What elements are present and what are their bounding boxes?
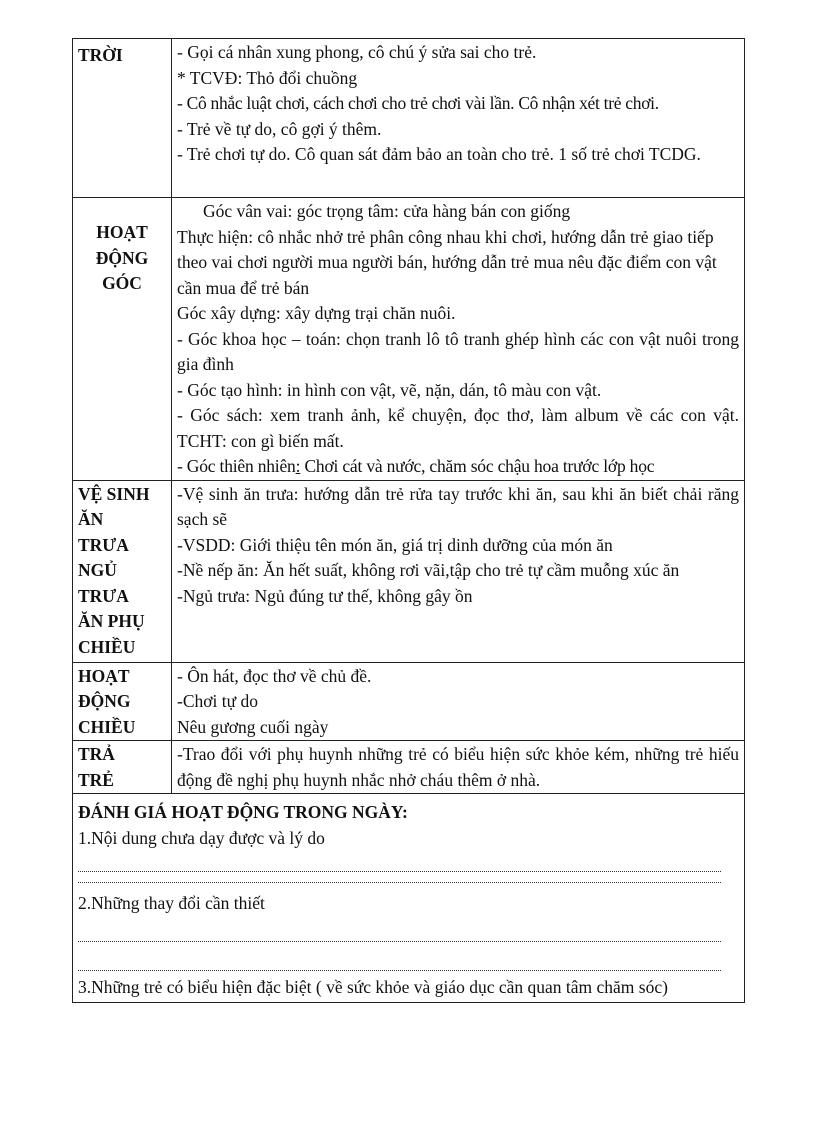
row-evaluation	[73, 794, 745, 1003]
label-line: NGỦ	[78, 560, 117, 580]
label-line: VỆ SINH	[78, 483, 150, 504]
text-line: -Chơi tự do	[177, 691, 258, 711]
text-line: - Góc khoa học – toán: chọn tranh lô tô tranh ghép hình các con vật nuôi trong gia đình	[177, 328, 739, 374]
content-troi	[172, 39, 745, 198]
evaluation-question-2: 2.Những thay đổi cần thiết	[78, 893, 265, 913]
dotted-answer-line	[78, 946, 721, 971]
row-hoat-dong-goc	[73, 198, 745, 481]
row-tra-tre	[73, 741, 745, 794]
underlined-colon: :	[295, 456, 301, 476]
label-hoat-dong-chieu	[73, 662, 172, 741]
label-line: ĂN PHỤ	[78, 611, 145, 631]
text-line: - Gọi cá nhân xung phong, cô chú ý sửa sai cho trẻ.	[177, 42, 537, 62]
text-line: -Vệ sinh ăn trưa: hướng dẫn trẻ rửa tay trước khi ăn, sau khi ăn biết chải răng sạch sẽ	[177, 483, 739, 529]
text-line: Góc xây dựng: xây dựng trại chăn nuôi.	[177, 303, 456, 323]
content-hoat-dong-goc	[172, 198, 745, 481]
dotted-answer-line	[78, 851, 721, 872]
label-line: ĂN	[78, 509, 104, 529]
daily-plan-table	[72, 38, 745, 1003]
text-line	[177, 454, 739, 480]
content-hoat-dong-chieu	[172, 662, 745, 741]
content-tra-tre	[172, 741, 745, 794]
label-line: CHIỀU	[78, 636, 136, 657]
label-line: HOẠT	[78, 665, 130, 686]
dotted-answer-line	[78, 917, 721, 942]
label-line: GÓC	[102, 273, 142, 293]
label-line: CHIỀU	[78, 716, 136, 737]
label-line: TRƯA	[78, 534, 129, 555]
label-hoat-dong-goc	[73, 198, 172, 481]
text-segment: Chơi cát và nước, chăm sóc chậu hoa trước lớp học	[300, 456, 655, 476]
label-line: TRẺ	[78, 769, 114, 790]
row-ve-sinh	[73, 480, 745, 662]
label-line: TRỜI	[78, 45, 123, 65]
label-tra-tre	[73, 741, 172, 794]
dotted-answer-line	[78, 876, 721, 883]
text-line: * TCVĐ: Thỏ đổi chuồng	[177, 67, 358, 88]
text-line: -Nề nếp ăn: Ăn hết suất, không rơi vãi,tập cho trẻ tự cầm muỗng xúc ăn	[177, 560, 680, 580]
evaluation-question-3: 3.Những trẻ có biểu hiện đặc biệt ( về sức khỏe và giáo dục cần quan tâm chăm sóc)	[78, 976, 668, 997]
text-line: - Trẻ chơi tự do. Cô quan sát đảm bảo an toàn cho trẻ. 1 số trẻ chơi TCDG.	[177, 144, 701, 164]
evaluation-section	[73, 794, 745, 1003]
label-line: TRẢ	[78, 744, 115, 764]
evaluation-question-1: 1.Nội dung chưa dạy được và lý do	[78, 827, 325, 848]
text-line: - Góc tạo hình: in hình con vật, vẽ, nặn, dán, tô màu con vật.	[177, 379, 602, 400]
content-ve-sinh	[172, 480, 745, 662]
label-line: TRƯA	[78, 585, 129, 606]
text-line: - Cô nhắc luật chơi, cách chơi cho trẻ chơi vài lần. Cô nhận xét trẻ chơi.	[177, 93, 659, 113]
text-segment: - Góc thiên nhiên	[177, 456, 296, 476]
text-line: Thực hiện: cô nhắc nhở trẻ phân công nhau khi chơi, hướng dẫn trẻ giao tiếp theo vai chơi người mua người bán, hướng dẫn trẻ mua nêu đặc điểm con vật cần mua để trẻ bán	[177, 226, 717, 298]
row-hoat-dong-chieu	[73, 662, 745, 741]
text-line: - Góc sách: xem tranh ảnh, kể chuyện, đọc thơ, làm album về các con vật. TCHT: con gì biến mất.	[177, 405, 739, 451]
label-ve-sinh	[73, 480, 172, 662]
label-line: HOẠT	[96, 222, 148, 242]
text-line: Nêu gương cuối ngày	[177, 716, 329, 737]
row-troi	[73, 39, 745, 198]
evaluation-title: ĐÁNH GIÁ HOẠT ĐỘNG TRONG NGÀY:	[78, 802, 408, 822]
text-line: - Trẻ về tự do, cô gợi ý thêm.	[177, 118, 382, 139]
text-line: - Ôn hát, đọc thơ về chủ đề.	[177, 665, 372, 686]
label-troi	[73, 39, 172, 198]
text-line: -Trao đổi với phụ huynh những trẻ có biểu hiện sức khỏe kém, những trẻ hiếu động đề nghị phụ huynh nhắc nhở cháu thêm ở nhà.	[177, 744, 739, 790]
text-line: -Ngủ trưa: Ngủ đúng tư thế, không gây ồn	[177, 585, 473, 606]
label-line: ĐỘNG	[78, 691, 131, 711]
label-line: ĐỘNG	[95, 247, 149, 268]
text-line: -VSDD: Giới thiệu tên món ăn, giá trị dinh dưỡng của món ăn	[177, 534, 613, 555]
text-line: Góc vân vai: góc trọng tâm: cửa hàng bán con giống	[203, 201, 571, 221]
